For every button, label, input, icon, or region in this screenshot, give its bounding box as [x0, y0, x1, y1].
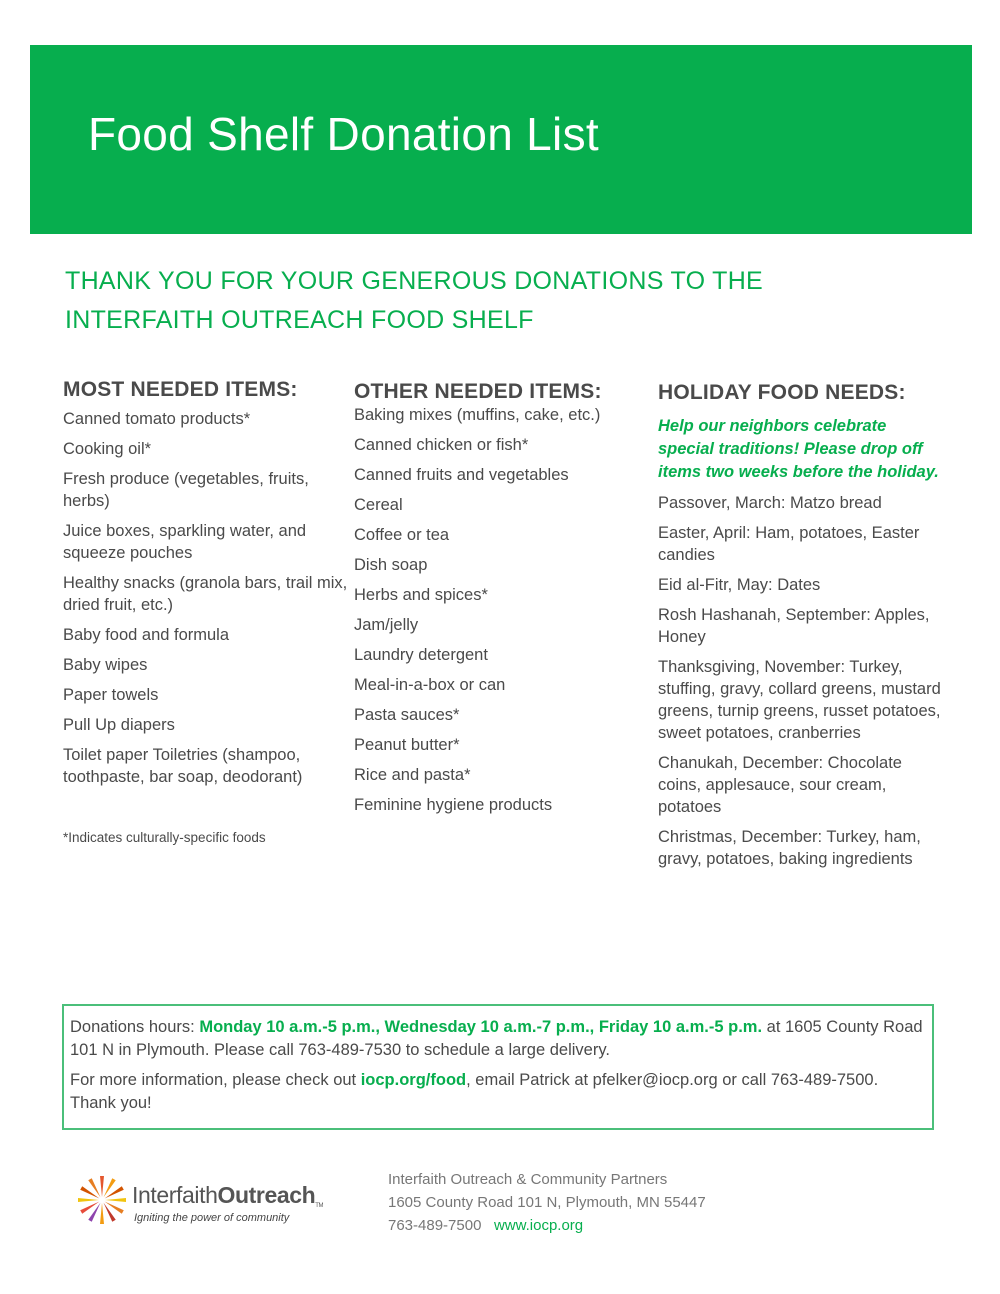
list-item: Cereal [354, 496, 403, 514]
hours-location: at 1605 County Road 101 N in Plymouth. Please call 763-489-7530 to schedule a large delivery. [70, 1018, 923, 1059]
interfaith-outreach-logo [74, 1172, 374, 1230]
list-item: Dish soap [354, 556, 428, 574]
list-item: Canned fruits and vegetables [354, 466, 569, 484]
hours-label: Donations hours: [70, 1018, 200, 1036]
hours-paragraph [70, 1016, 926, 1062]
list-item: Laundry detergent [354, 646, 488, 664]
list-item: Canned tomato products* [63, 410, 251, 428]
list-item: Eid al-Fitr, May: Dates [658, 576, 821, 594]
list-item: Rosh Hashanah, September: Apples, Honey [658, 606, 930, 646]
donation-hours-box [62, 1004, 934, 1130]
list-item: Meal-in-a-box or can [354, 676, 506, 694]
list-item: Feminine hygiene products [354, 796, 553, 814]
list-item: Fresh produce (vegetables, fruits, herbs) [63, 470, 309, 510]
logo-tagline: Igniting the power of community [134, 1212, 290, 1224]
holiday-list [658, 492, 943, 870]
info-paragraph [70, 1069, 926, 1115]
logo-trademark: TM [315, 1203, 324, 1209]
list-item: Cooking oil* [63, 440, 152, 458]
info-link[interactable]: iocp.org/food [360, 1071, 467, 1089]
info-suffix: , email Patrick at pfelker@iocp.org or call 763-489-7500. Thank you! [70, 1071, 879, 1112]
holiday-column [658, 381, 943, 878]
thank-you-heading [65, 262, 865, 340]
most-needed-heading: MOST NEEDED ITEMS: [63, 378, 298, 401]
info-prefix: For more information, please check out [70, 1071, 361, 1089]
footer-website-link[interactable]: www.iocp.org [493, 1217, 584, 1234]
list-item: Paper towels [63, 686, 159, 704]
list-item: Chanukah, December: Chocolate coins, applesauce, sour cream, potatoes [658, 754, 902, 816]
footer-address: 1605 County Road 101 N, Plymouth, MN 55447 [388, 1194, 706, 1211]
most-needed-column [63, 378, 348, 796]
footnote: *Indicates culturally-specific foods [63, 830, 266, 845]
other-needed-list [354, 404, 644, 816]
list-item: Coffee or tea [354, 526, 450, 544]
hours-times: Monday 10 a.m.-5 p.m., Wednesday 10 a.m.-7 p.m., Friday 10 a.m.-5 p.m. [199, 1018, 763, 1036]
list-item: Jam/jelly [354, 616, 419, 634]
list-item: Canned chicken or fish* [354, 436, 529, 454]
footer-phone: 763-489-7500 [388, 1217, 482, 1234]
list-item: Baking mixes (muffins, cake, etc.) [354, 406, 601, 424]
list-item: Rice and pasta* [354, 766, 471, 784]
page-title: Food Shelf Donation List [88, 108, 599, 160]
list-item: Pasta sauces* [354, 706, 460, 724]
list-item: Peanut butter* [354, 736, 460, 754]
thank-you-line-1: THANK YOU FOR YOUR GENEROUS DONATIONS TO THE [65, 267, 764, 295]
list-item: Toilet paper Toiletries (shampoo, toothpaste, bar soap, deodorant) [63, 746, 303, 786]
logo-name-bold: Outreach [217, 1182, 316, 1208]
list-item: Pull Up diapers [63, 716, 175, 734]
footer-phone-web [388, 1214, 706, 1237]
most-needed-list [63, 408, 348, 788]
other-needed-heading: OTHER NEEDED ITEMS: [354, 380, 602, 403]
sunburst-icon [74, 1172, 130, 1228]
list-item: Baby food and formula [63, 626, 230, 644]
holiday-note: Help our neighbors celebrate special traditions! Please drop off items two weeks before the holiday. [658, 417, 939, 481]
list-item: Juice boxes, sparkling water, and squeeze pouches [63, 522, 307, 562]
logo-name-light: Interfaith [132, 1182, 218, 1208]
footer-contact [388, 1168, 706, 1237]
thank-you-line-2: INTERFAITH OUTREACH FOOD SHELF [65, 306, 534, 334]
list-item: Healthy snacks (granola bars, trail mix, dried fruit, etc.) [63, 574, 348, 614]
list-item: Christmas, December: Turkey, ham, gravy, potatoes, baking ingredients [658, 828, 921, 868]
list-item: Easter, April: Ham, potatoes, Easter candies [658, 524, 920, 564]
list-item: Passover, March: Matzo bread [658, 494, 882, 512]
list-item: Herbs and spices* [354, 586, 488, 604]
list-item: Thanksgiving, November: Turkey, stuffing, gravy, collard greens, mustard greens, turnip greens, russet potatoes, sweet potatoes, cranberries [658, 658, 941, 742]
list-item: Baby wipes [63, 656, 148, 674]
logo-wordmark [132, 1182, 323, 1209]
holiday-heading: HOLIDAY FOOD NEEDS: [658, 381, 906, 404]
footer-org: Interfaith Outreach & Community Partners [388, 1171, 668, 1188]
other-needed-column [354, 380, 644, 824]
title-banner [30, 45, 972, 234]
